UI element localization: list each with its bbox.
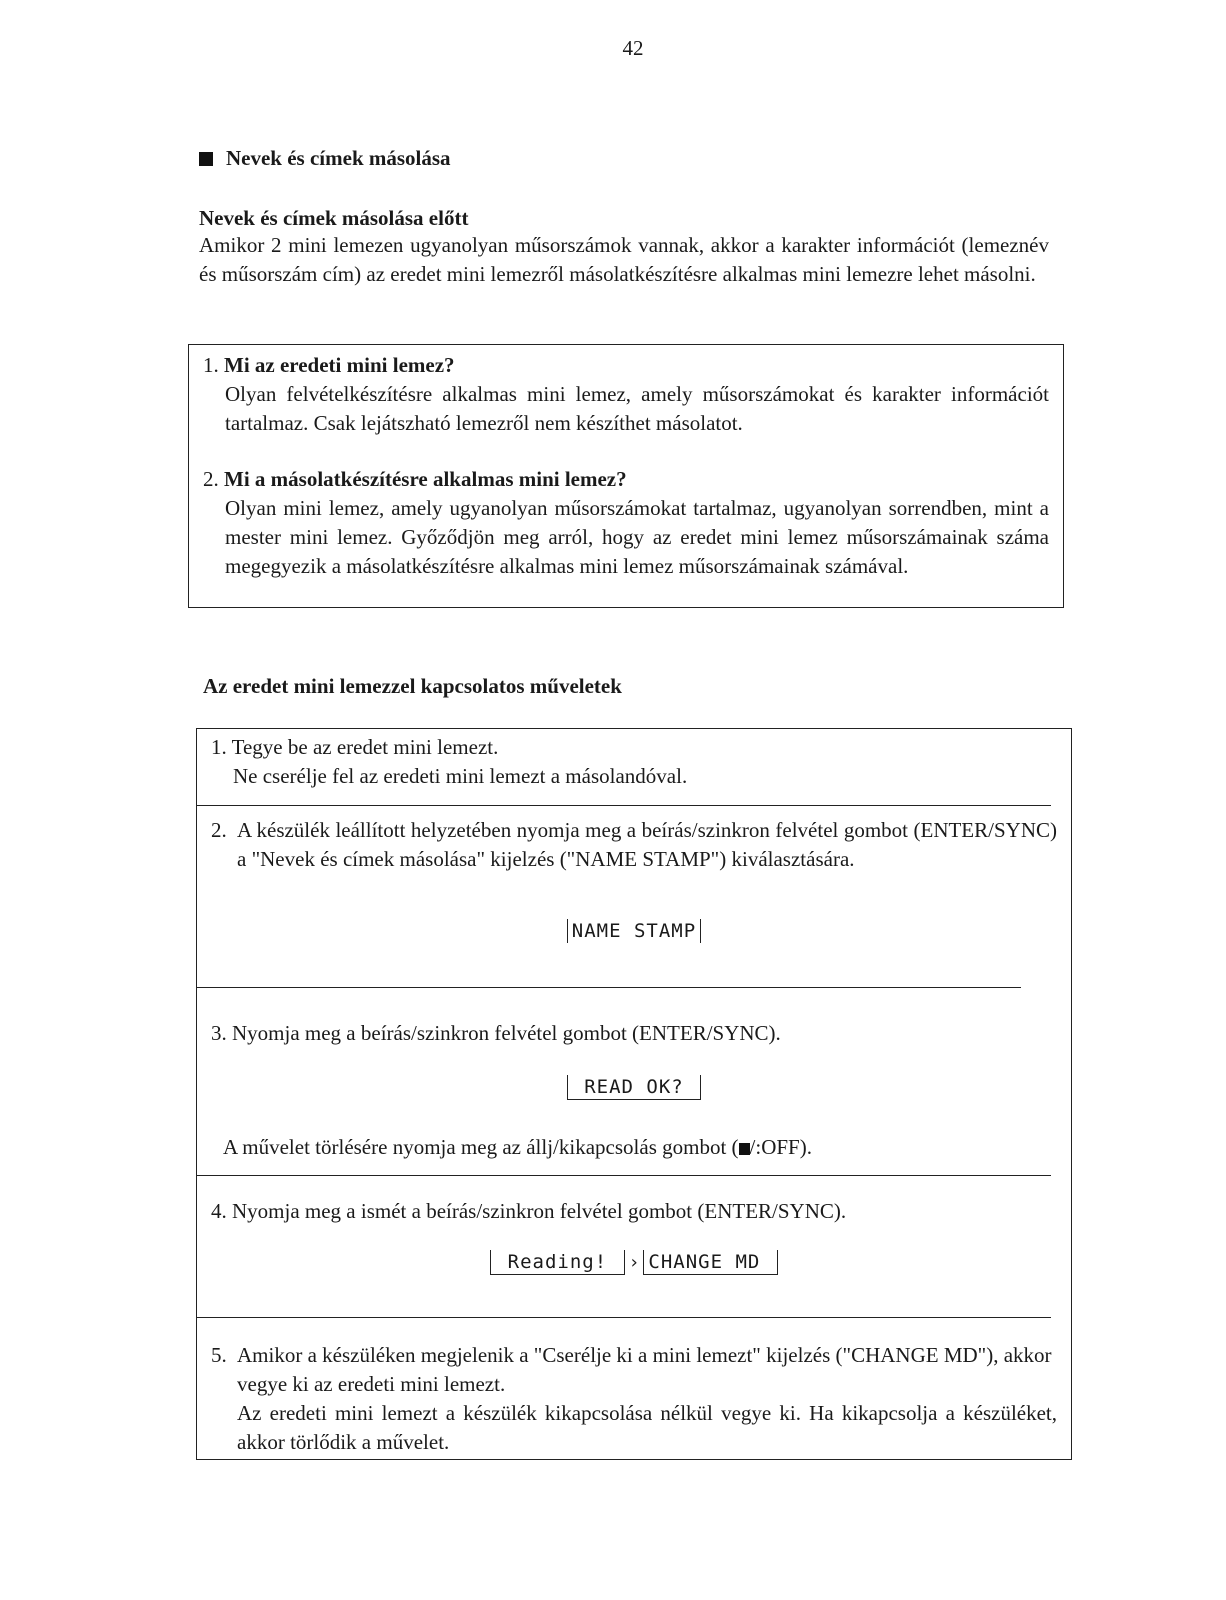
lcd-display-read-ok: READ OK? [567,1075,701,1100]
question-1-body: Olyan felvételkészítésre alkalmas mini lemez, amely műsorszámokat és karakter információt tartalmaz. Csak lejátszható lemezről nem készíthet másolatot. [225,382,1049,435]
step-1-note: Ne cserélje fel az eredeti mini lemezt a másolandóval. [233,764,688,788]
intro-heading: Nevek és címek másolása előtt [199,206,469,230]
step-2 [211,816,1057,874]
question-1-number: 1. [203,353,219,377]
section-title [199,146,451,171]
lcd-display-name-stamp: NAME STAMP [567,919,701,943]
page-number: 42 [622,36,644,60]
operations-heading: Az eredet mini lemezzel kapcsolatos műveletek [203,674,622,698]
step-3-text: Nyomja meg a beírás/szinkron felvétel gombot (ENTER/SYNC). [232,1021,781,1045]
divider [197,987,1021,988]
question-2-number: 2. [203,467,219,491]
step-3-number: 3. [211,1021,227,1045]
step-1-text: Tegye be az eredet mini lemezt. [231,735,499,759]
lcd-display-change-md: CHANGE MD [643,1250,777,1275]
step-4-number: 4. [211,1199,227,1223]
step-5-number: 5. [211,1343,227,1367]
question-2-title: Mi a másolatkészítésre alkalmas mini lemez? [224,467,627,491]
step-5-text: Amikor a készüléken megjelenik a "Cserélje ki a mini lemezt" kijelzés ("CHANGE MD"), akkor vegye ki az eredeti mini lemezt. [237,1343,1052,1396]
intro-paragraph: Amikor 2 mini lemezen ugyanolyan műsorszámok vannak, akkor a karakter információt (lemeznév és műsorszám cím) az eredet mini lemezről másolatkészítésre alkalmas mini lemezre lehet másolni. [199,233,1049,286]
step-2-display-wrap [197,919,1071,943]
operations-box [196,728,1072,1460]
step-4-text: Nyomja meg a ismét a beírás/szinkron felvétel gombot (ENTER/SYNC). [232,1199,847,1223]
section-title-text: Nevek és címek másolása [226,146,451,170]
step-1 [211,733,1057,791]
question-1-title: Mi az eredeti mini lemez? [224,353,455,377]
divider [197,805,1051,806]
square-bullet-icon [199,152,213,166]
divider [197,1175,1051,1176]
step-3-note-before: A művelet törlésére nyomja meg az állj/kikapcsolás gombot ( [223,1135,739,1159]
step-5 [211,1341,1057,1457]
step-5-note: Az eredeti mini lemezt a készülék kikapcsolása nélkül vegye ki. Ha kikapcsolja a készüléket, akkor törlődik a művelet. [237,1401,1057,1454]
step-4-display-wrap [197,1250,1071,1275]
question-2-body: Olyan mini lemez, amely ugyanolyan műsorszámokat tartalmaz, ugyanolyan sorrendben, mint a mester mini lemez. Győződjön meg arról, hogy az eredet mini lemez műsorszámainak száma megegyezik a másolatkészítésre alkalmas mini lemez műsorszámainak számával. [225,496,1049,578]
step-1-number: 1. [211,735,227,759]
step-3-display-wrap [197,1075,1071,1100]
question-2 [203,465,1049,581]
step-2-text: A készülék leállított helyzetében nyomja meg a beírás/szinkron felvétel gombot (ENTER/SYNC) a "Nevek és címek másolása" kijelzés ("NAME STAMP") kiválasztására. [237,818,1057,871]
question-1 [203,351,1049,438]
arrow-right-icon: › [628,1252,640,1273]
step-3-note-after: /:OFF). [749,1135,812,1159]
step-2-number: 2. [211,818,227,842]
definitions-box [188,344,1064,608]
step-3-note [223,1133,1057,1162]
stop-square-icon [739,1143,750,1155]
divider [197,1317,1051,1318]
step-3 [211,1019,1057,1048]
lcd-display-reading: Reading! [490,1250,624,1275]
step-4 [211,1197,1057,1226]
